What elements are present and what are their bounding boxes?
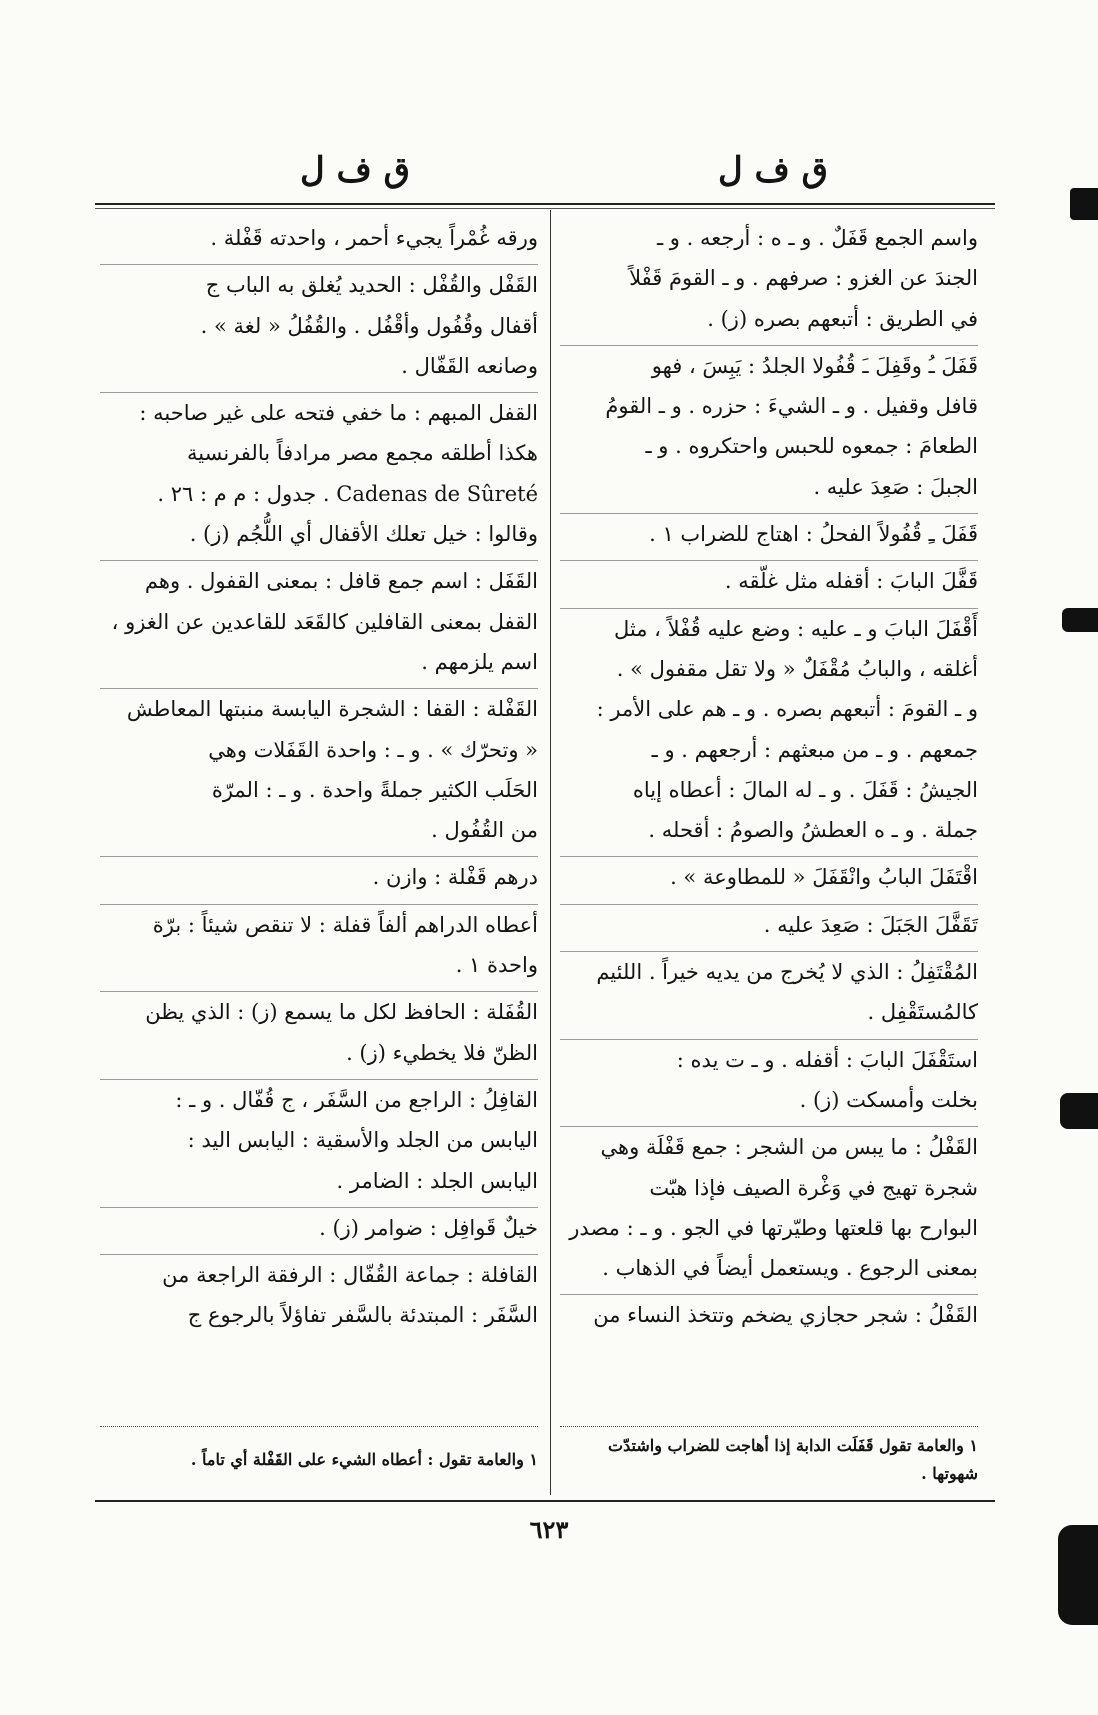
- entry-line: اليابس من الجلد والأسقية : اليابس اليد :: [187, 1128, 538, 1153]
- entry-line: هكذا أطلقه مجمع مصر مرادفاً بالفرنسية: [187, 441, 538, 466]
- footnote-rule-left: [100, 1426, 538, 1427]
- entry-line: Cadenas de Sûreté . جدول : م م : ٢٦ .: [157, 481, 538, 506]
- entry-line: القَفْل والقُفْل : الحديد يُغلق به الباب ج: [205, 273, 538, 298]
- footer-rule: [95, 1500, 995, 1502]
- right-column: [560, 218, 978, 1342]
- dictionary-entry: [100, 218, 538, 265]
- entry-line: القُفَلة : الحافظ لكل ما يسمع (ز) : الذي يظن: [145, 1000, 538, 1025]
- entry-line: استَقْفَلَ البابَ : أقفله . و ـ ت يده :: [676, 1047, 978, 1072]
- entry-line: القَفَل : اسم جمع قافل : بمعنى القفول . وهم: [144, 569, 538, 594]
- header-rule: [95, 203, 995, 205]
- entry-line: بخلت وأمسكت (ز) .: [799, 1087, 978, 1112]
- dictionary-entry: [560, 346, 978, 514]
- entry-line: القَفْلُ : شجر حجازي يضخم وتتخذ النساء من: [593, 1303, 978, 1328]
- footnote-rule-right: [560, 1426, 978, 1427]
- entry-line: القافلة : جماعة القُفّال : الرفقة الراجعة من: [162, 1263, 538, 1288]
- entry-line: شجرة تهيج في وَغْرة الصيف فإذا هبّت: [649, 1175, 978, 1200]
- entry-line: اسم يلزمهم .: [421, 649, 538, 674]
- left-column: [100, 218, 538, 1342]
- entry-line: من القُفُول .: [431, 818, 538, 843]
- dictionary-entry: [100, 857, 538, 904]
- entry-line: البوارح بها قلعتها وطيّرتها في الجو . و ـ : مصدر: [569, 1215, 978, 1240]
- thumb-index-tab: [1070, 188, 1098, 220]
- entry-line: واحدة ١ .: [455, 953, 538, 978]
- dictionary-entry: [100, 561, 538, 689]
- dictionary-entry: [100, 1255, 538, 1342]
- entry-line: القفل المبهم : ما خفي فتحه على غير صاحبه :: [139, 401, 538, 426]
- entry-line: أغلقه ، والبابُ مُقْفَلٌ « ولا تقل مقفول » .: [616, 656, 978, 681]
- entry-line: الجبلَ : صَعِدَ عليه .: [813, 474, 978, 499]
- entry-line: السَّفَر : المبتدئة بالسَّفر تفاؤلاً بالرجوع ج: [187, 1303, 538, 1328]
- entry-line: « وتحرّك » . و ـ : واحدة القَفَلات وهي: [208, 737, 538, 762]
- entry-line: وصانعه القَفّال .: [401, 353, 538, 378]
- dictionary-entry: [560, 1127, 978, 1295]
- entry-line: اقْتَفَلَ البابُ وانْقَفَلَ « للمطاوعة » .: [670, 865, 978, 890]
- dictionary-entry: [560, 857, 978, 904]
- entry-line: أَقْفَلَ البابَ و ـ عليه : وضع عليه قُفْلاً ، مثل: [613, 616, 978, 641]
- entry-line: و ـ القومَ : أتبعهم بصره . و ـ هم على الأمر :: [596, 697, 978, 722]
- dictionary-entry: [560, 1295, 978, 1341]
- entry-line: خيلٌ قَوافِل : ضوامر (ز) .: [319, 1215, 538, 1240]
- entry-line: بمعنى الرجوع . ويستعمل أيضاً في الذهاب .: [602, 1256, 978, 1281]
- dictionary-entry: [100, 992, 538, 1080]
- entry-line: وقالوا : خيل تعلك الأقفال أي اللُّجُم (ز) .: [189, 522, 538, 547]
- entry-line: واسم الجمع قَفَلٌ . و ـ ه : أرجعه . و ـ: [656, 226, 978, 250]
- entry-line: كالمُستَقْفِل .: [867, 1000, 978, 1025]
- column-divider: [550, 210, 551, 1495]
- dictionary-entry: [560, 561, 978, 608]
- entry-line: الطعامَ : جمعوه للحبس واحتكروه . و ـ: [645, 434, 978, 459]
- thumb-index-tab: [1062, 608, 1098, 632]
- page-number: ٦٢٣: [529, 1515, 569, 1544]
- entry-line: أقفال وقُفُول وأقْفُل . والقُفُلُ « لغة » .: [200, 313, 538, 338]
- entry-line: القافِلُ : الراجع من السَّفَر ، ج قُفّال . و ـ :: [175, 1087, 538, 1112]
- dictionary-entry: [560, 218, 978, 346]
- entry-line: ورقه غُمْراً يجيء أحمر ، واحدته قَفْلة .: [210, 226, 538, 250]
- dictionary-entry: [100, 265, 538, 393]
- dictionary-entry: [100, 1208, 538, 1255]
- entry-line: المُقْتَفِلُ : الذي لا يُخرج من يديه خيراً . اللئيم: [596, 960, 978, 985]
- dictionary-entry: [100, 393, 538, 561]
- dictionary-entry: [560, 905, 978, 952]
- entry-line: جمعهم . و ـ من مبعثهم : أرجعهم . و ـ: [651, 737, 978, 762]
- entry-line: القَفْلُ : ما يبس من الشجر : جمع قَفْلَة وهي: [600, 1135, 978, 1160]
- entry-line: الجيشُ : قَفَلَ . و ـ له المالَ : أعطاه إياه: [632, 777, 978, 802]
- entry-line: الحَلَب الكثير جملةً واحدة . و ـ : المرّة: [211, 777, 538, 802]
- dictionary-entry: [560, 1040, 978, 1128]
- thumb-index-tab: [1060, 1093, 1098, 1129]
- dictionary-entry: [560, 952, 978, 1040]
- entry-line: الظنّ فلا يخطيء (ز) .: [346, 1040, 538, 1065]
- dictionary-entry: [100, 689, 538, 857]
- entry-line: القَفْلة : القفا : الشجرة اليابسة منبتها المعاطش: [126, 697, 538, 722]
- entry-line: في الطريق : أتبعهم بصره (ز) .: [707, 306, 978, 331]
- entry-line: اليابس الجلد : الضامر .: [336, 1168, 538, 1193]
- thumb-index-tab: [1058, 1525, 1098, 1625]
- running-header-left: ق ف ل: [300, 150, 411, 190]
- footnote-right: ١ والعامة تقول قَفَلَت الدابة إذا أهاجت للضراب واشتدّت شهوتها .: [608, 1436, 978, 1483]
- header-rule-thin: [95, 208, 995, 209]
- dictionary-entry: [100, 905, 538, 993]
- dictionary-entry: [100, 1080, 538, 1208]
- dictionary-entry: [560, 514, 978, 561]
- footnote-left: ١ والعامة تقول : أعطاه الشيء على القَفْلة أي تاماً .: [190, 1450, 538, 1469]
- entry-line: قَفَلَ ـِ قُفُولاً الفحلُ : اهتاج للضراب ١ .: [649, 522, 978, 547]
- entry-line: أعطاه الدراهم ألفاً قفلة : لا تنقص شيئاً : برّة: [152, 912, 538, 937]
- entry-line: قَفَّلَ البابَ : أقفله مثل غلّقه .: [724, 569, 978, 594]
- entry-line: قَفَلَ ـُ وقَفِلَ ـَ قُفُولا الجلدُ : يَبِسَ ، فهو: [651, 353, 978, 378]
- entry-line: تَقَفَّلَ الجَبَلَ : صَعِدَ عليه .: [763, 912, 978, 937]
- running-header-right: ق ف ل: [717, 150, 828, 190]
- entry-line: القفل بمعنى القافلين كالقَعَد للقاعدين عن الغزو ،: [111, 609, 538, 634]
- entry-line: درهم قَفْلة : وازن .: [372, 865, 538, 890]
- dictionary-entry: [560, 609, 978, 858]
- entry-line: قافل وقفيل . و ـ الشيءَ : حزره . و ـ القومُ: [605, 394, 978, 419]
- entry-line: الجندَ عن الغزو : صرفهم . و ـ القومَ قَفْلاً: [629, 266, 978, 291]
- entry-line: جملة . و ـ ه العطشُ والصومُ : أقحله .: [648, 818, 978, 843]
